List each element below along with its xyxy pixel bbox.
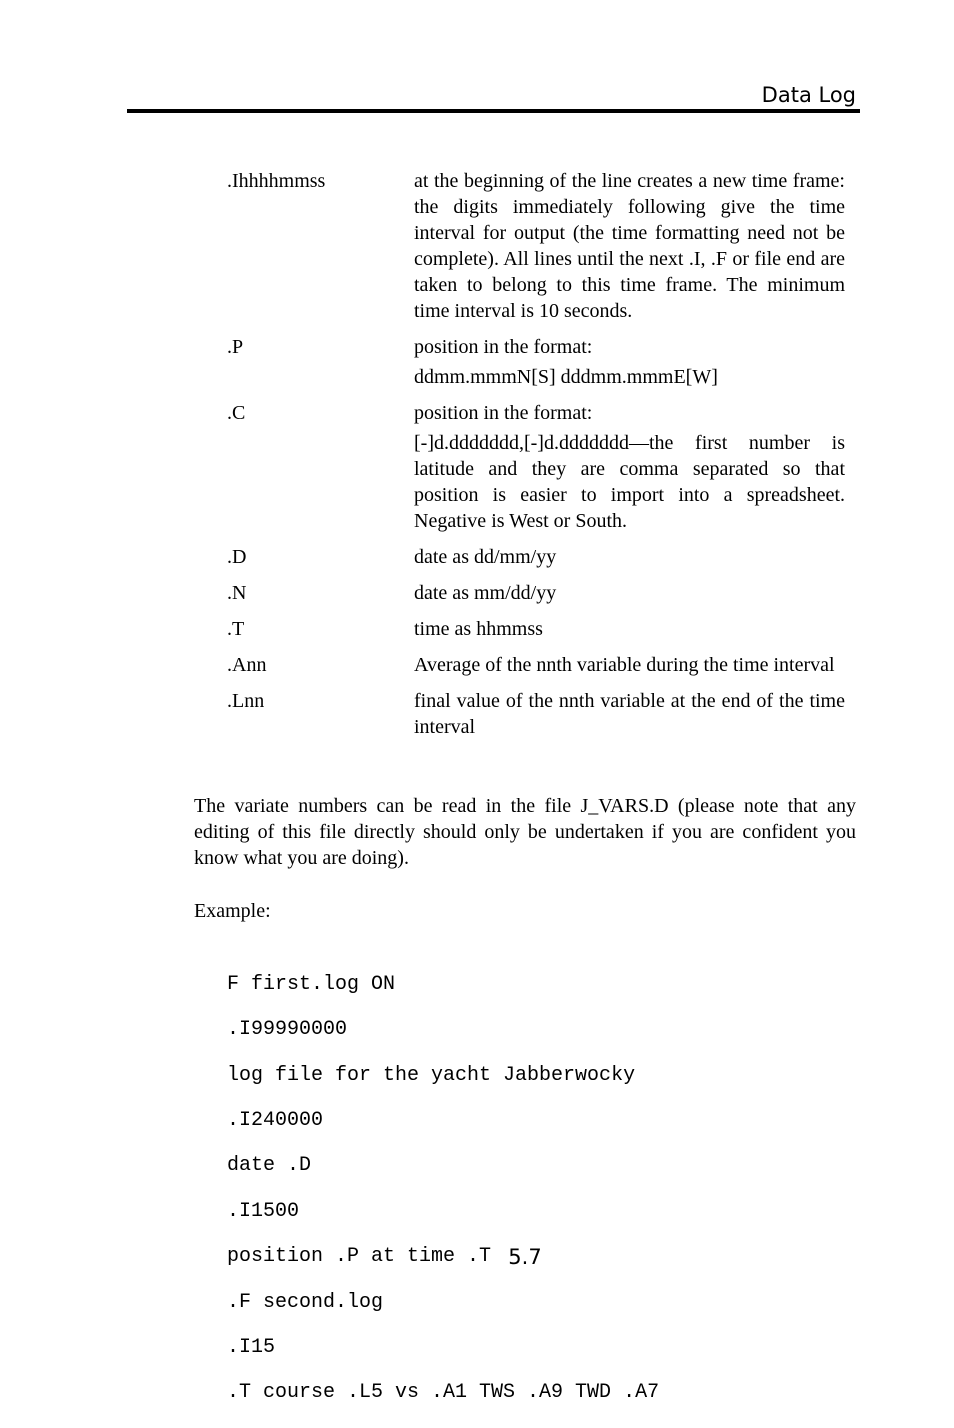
body-paragraph: The variate numbers can be read in the file J_VARS.D (please note that any editing of this file directly should only be undertaken if you are confident you know what you are doing). [194,795,856,869]
definition-row [227,334,845,390]
definition-detail: [-]d.ddddddd,[-]d.ddddddd—the first number is latitude and they are comma separated so that position is easier to import into a spreadsheet. Negative is West or South. [414,432,845,532]
header-rule [127,109,860,113]
definition-term: .Ann [227,654,267,676]
definition-term: .D [227,546,247,568]
code-example [227,951,659,1428]
definition-term: .C [227,402,246,424]
definition-detail: ddmm.mmmN[S] dddmm.mmmE[W] [414,366,718,388]
code-line: date .D [227,1154,312,1178]
code-line: .I99990000 [227,1018,348,1042]
page-number: 5.7 [508,1245,542,1269]
definition-description: Average of the nnth variable during the time interval [414,654,835,676]
code-line: F first.log ON [227,972,396,996]
definition-term: .P [227,336,244,358]
definition-description: final value of the nnth variable at the end of the time interval [414,690,845,738]
definition-row [227,168,845,324]
code-line: .I1500 [227,1199,300,1223]
definition-row [227,400,845,534]
definition-description: time as hhmmss [414,618,543,640]
code-line: .T course .L5 vs .A1 TWS .A9 TWD .A7 [227,1381,660,1405]
code-line: .I15 [227,1335,276,1359]
definition-row [227,688,845,740]
definition-description: position in the format: [414,336,593,358]
definition-row [227,544,845,570]
definition-description-block [414,334,845,390]
code-line: .F second.log [227,1290,384,1314]
definition-row [227,616,845,642]
definition-description: at the beginning of the line creates a new time frame: the digits immediately following give the time interval for output (the time formatting need not be complete). All lines until the next .I, .F or file end are taken to belong to this time frame. The minimum time interval is 10 seconds. [414,170,845,322]
code-line: position .P at time .T [227,1245,492,1269]
definition-term: .T [227,618,245,640]
definition-description: date as dd/mm/yy [414,546,557,568]
definition-row [227,580,845,606]
example-label: Example: [194,900,271,922]
definition-description: position in the format: [414,402,593,424]
definition-row [227,652,845,678]
definition-term: .Lnn [227,690,265,712]
definition-description-block [414,400,845,534]
definition-term: .N [227,582,247,604]
definition-term: .Ihhhhmmss [227,170,326,192]
definition-list [227,168,845,750]
definition-description: date as mm/dd/yy [414,582,557,604]
code-line: .I240000 [227,1108,324,1132]
running-header-title: Data Log [761,83,856,107]
code-line: log file for the yacht Jabberwocky [227,1063,636,1087]
